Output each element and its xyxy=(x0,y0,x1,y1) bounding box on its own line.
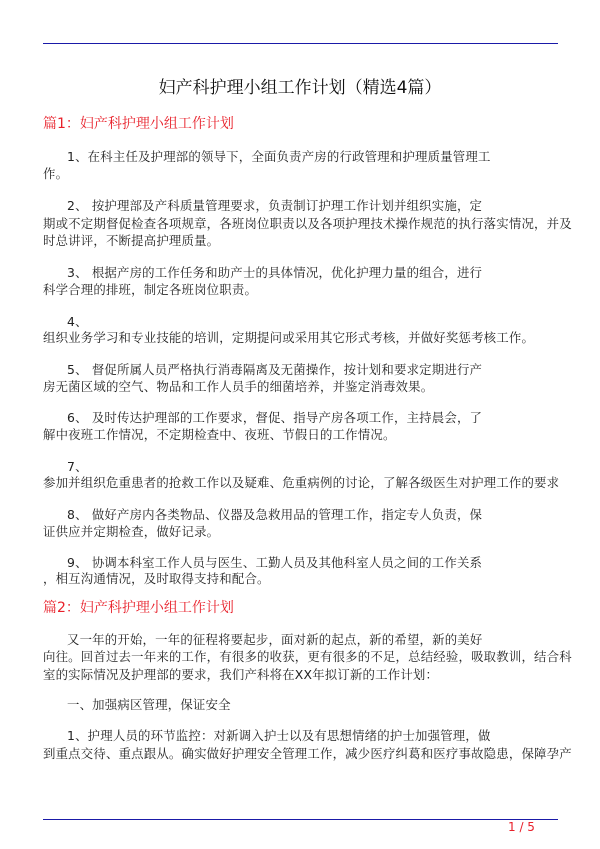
paragraph-line: 3、 根据产房的工作任务和助产士的具体情况，优化护理力量的组合，进行 xyxy=(67,265,483,280)
paragraph-line: 房无菌区域的空气、物品和工作人员手的细菌培养，并鉴定消毒效果。 xyxy=(43,379,434,394)
page-number: 1 / 5 xyxy=(508,820,535,834)
paragraph-line: 组织业务学习和专业技能的培训，定期提问或采用其它形式考核，并做好奖惩考核工作。 xyxy=(43,330,535,345)
section-heading: 篇1：妇产科护理小组工作计划 xyxy=(43,116,234,132)
paragraph-line: 解中夜班工作情况，不定期检查中、夜班、节假日的工作情况。 xyxy=(43,427,396,442)
paragraph-line: 1、护理人员的环节监控：对新调入护士以及有思想情绪的护士加强管理，做 xyxy=(67,728,491,743)
paragraph-line: 参加并组织危重患者的抢救工作以及疑难、危重病例的讨论，了解各级医生对护理工作的要求 xyxy=(43,475,560,490)
paragraph-line: 1、在科主任及护理部的领导下，全面负责产房的行政管理和护理质量管理工 xyxy=(67,149,491,164)
paragraph-line: 8、 做好产房内各类物品、仪器及急救用品的管理工作，指定专人负责，保 xyxy=(67,507,483,522)
document-title: 妇产科护理小组工作计划（精选4篇） xyxy=(158,78,442,98)
paragraph-line: 期或不定期督促检查各项规章，各班岗位职责以及各项护理技术操作规范的执行落实情况，并及 xyxy=(43,216,572,231)
paragraph-line: 4、 xyxy=(67,314,88,329)
paragraph-line: 到重点交待、重点跟从。确实做好护理安全管理工作，减少医疗纠葛和医疗事故隐患，保障孕产 xyxy=(43,746,572,761)
paragraph-line: 室的实际情况及护理部的要求，我们产科将在XX年拟订新的工作计划： xyxy=(43,667,439,682)
paragraph-line: 9、 协调本科室工作人员与医生、工勤人员及其他科室人员之间的工作关系 xyxy=(67,555,483,570)
paragraph-line: 作。 xyxy=(43,166,69,181)
paragraph-line: 2、 按护理部及产科质量管理要求，负责制订护理工作计划并组织实施，定 xyxy=(67,198,483,213)
paragraph-line: 时总讲评，不断提高护理质量。 xyxy=(43,233,220,248)
paragraph-line: 6、 及时传达护理部的工作要求，督促、指导产房各项工作，主持晨会，了 xyxy=(67,410,483,425)
paragraph-line: 又一年的开始，一年的征程将要起步，面对新的起点，新的希望，新的美好 xyxy=(67,632,483,647)
top-rule xyxy=(43,43,558,44)
paragraph-line: 7、 xyxy=(67,459,88,474)
section-heading: 篇2：妇产科护理小组工作计划 xyxy=(43,600,234,616)
paragraph-line: 5、 督促所属人员严格执行消毒隔离及无菌操作，按计划和要求定期进行产 xyxy=(67,362,483,377)
paragraph-line: ，相互沟通情况，及时取得支持和配合。 xyxy=(43,571,270,586)
paragraph-line: 向往。回首过去一年来的工作，有很多的收获，更有很多的不足，总结经验，吸取教训，结合科 xyxy=(43,649,572,664)
paragraph-line: 证供应并定期检查，做好记录。 xyxy=(43,524,220,539)
paragraph-line: 一、加强病区管理，保证安全 xyxy=(67,697,231,712)
paragraph-line: 科学合理的排班，制定各班岗位职责。 xyxy=(43,282,258,297)
bottom-rule xyxy=(43,819,558,820)
